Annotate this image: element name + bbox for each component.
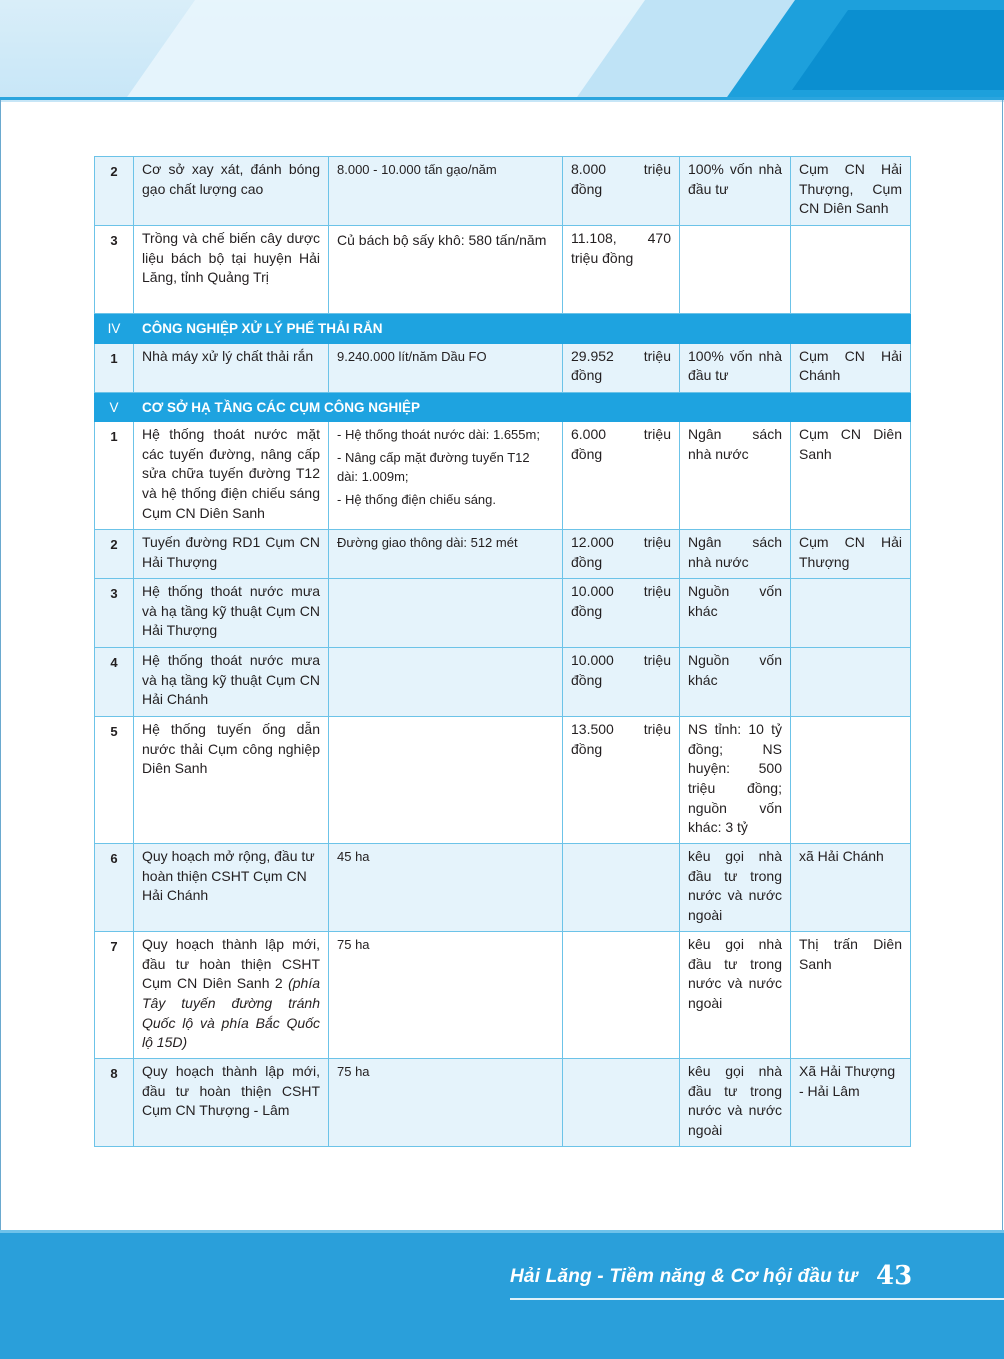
row-number: 2: [95, 530, 134, 579]
project-capital: 29.952 triệu đồng: [563, 343, 680, 392]
project-capital: 10.000 triệu đồng: [563, 579, 680, 648]
capital-source: Nguồn vốn khác: [680, 648, 791, 717]
project-capital: 11.108, 470 triệu đồng: [563, 226, 680, 314]
table-row: [95, 530, 911, 579]
row-number: 8: [95, 1059, 134, 1147]
project-location: Cụm CN Hải Thượng, Cụm CN Diên Sanh: [791, 157, 911, 226]
row-number: 1: [95, 422, 134, 530]
project-capital: [563, 932, 680, 1059]
capital-source: [680, 226, 791, 314]
project-name: Quy hoạch thành lập mới, đầu tư hoàn thiện CSHT Cụm CN Thượng - Lâm: [134, 1059, 329, 1147]
row-number: 3: [95, 226, 134, 314]
section-number: IV: [95, 314, 134, 344]
section-header-row: [95, 314, 911, 344]
project-capital: 6.000 triệu đồng: [563, 422, 680, 530]
footer-divider: [0, 1230, 1004, 1233]
project-capital: [563, 1059, 680, 1147]
section-header-row: [95, 392, 911, 422]
capital-source: Ngân sách nhà nước: [680, 530, 791, 579]
project-scale: 75 ha: [329, 932, 563, 1059]
investment-projects-table: [94, 156, 911, 1147]
project-capital: [563, 844, 680, 932]
project-location: [791, 648, 911, 717]
capital-source: Ngân sách nhà nước: [680, 422, 791, 530]
capital-source: kêu gọi nhà đầu tư trong nước và nước ngoài: [680, 844, 791, 932]
project-location: [791, 579, 911, 648]
table-row: [95, 717, 911, 844]
project-scale: [329, 422, 563, 530]
table-row: [95, 343, 911, 392]
project-name-note: (phía Tây tuyến đường tránh Quốc lộ và phía Bắc Quốc lộ 15D): [142, 975, 320, 1051]
footer-underline: [510, 1298, 1004, 1300]
section-title: CÔNG NGHIỆP XỬ LÝ PHẾ THẢI RẮN: [134, 314, 911, 344]
project-name: Cơ sở xay xát, đánh bóng gạo chất lượng cao: [134, 157, 329, 226]
project-scale: [329, 717, 563, 844]
page-number: 43: [876, 1261, 913, 1291]
scale-line: - Hệ thống điện chiếu sáng.: [337, 492, 496, 508]
table-row: [95, 157, 911, 226]
project-location: [791, 717, 911, 844]
publication-title: Hải Lăng - Tiềm năng & Cơ hội đầu tư: [510, 1266, 858, 1287]
project-location: [791, 226, 911, 314]
project-name: [134, 932, 329, 1059]
project-scale: Củ bách bộ sấy khô: 580 tấn/năm: [329, 226, 563, 314]
project-name: Tuyến đường RD1 Cụm CN Hải Thượng: [134, 530, 329, 579]
project-name: Hệ thống thoát nước mưa và hạ tầng kỹ thuật Cụm CN Hải Thượng: [134, 579, 329, 648]
project-scale: 75 ha: [329, 1059, 563, 1147]
page-footer-band: [0, 1230, 1004, 1359]
page-frame-right: [1002, 100, 1003, 1230]
project-capital: 8.000 triệu đồng: [563, 157, 680, 226]
project-name: Hệ thống thoát nước mặt các tuyến đường, nâng cấp sửa chữa tuyến đường T12 và hệ thống điện chiếu sáng Cụm CN Diên Sanh: [134, 422, 329, 530]
section-title: CƠ SỞ HẠ TẦNG CÁC CỤM CÔNG NGHIỆP: [134, 392, 911, 422]
project-location: Cụm CN Hải Thượng: [791, 530, 911, 579]
project-name: Hệ thống tuyến ống dẫn nước thải Cụm công nghiệp Diên Sanh: [134, 717, 329, 844]
capital-source: Nguồn vốn khác: [680, 579, 791, 648]
capital-source: kêu gọi nhà đầu tư trong nước và nước ngoài: [680, 1059, 791, 1147]
project-scale: [329, 579, 563, 648]
row-number: 6: [95, 844, 134, 932]
project-capital: 13.500 triệu đồng: [563, 717, 680, 844]
table-row: [95, 844, 911, 932]
project-location: Cụm CN Hải Chánh: [791, 343, 911, 392]
project-name: Nhà máy xử lý chất thải rắn: [134, 343, 329, 392]
table-row: [95, 1059, 911, 1147]
row-number: 3: [95, 579, 134, 648]
project-location: Xã Hải Thượng - Hải Lâm: [791, 1059, 911, 1147]
scale-line: - Nâng cấp mặt đường tuyến T12 dài: 1.009m;: [337, 450, 530, 485]
row-number: 5: [95, 717, 134, 844]
row-number: 1: [95, 343, 134, 392]
header-divider: [0, 97, 1004, 100]
project-location: Thị trấn Diên Sanh: [791, 932, 911, 1059]
table-row: [95, 932, 911, 1059]
project-scale: 45 ha: [329, 844, 563, 932]
capital-source: NS tỉnh: 10 tỷ đồng; NS huyện: 500 triệu đồng; nguồn vốn khác: 3 tỷ: [680, 717, 791, 844]
project-location: xã Hải Chánh: [791, 844, 911, 932]
row-number: 7: [95, 932, 134, 1059]
table-row: [95, 422, 911, 530]
table-row: [95, 579, 911, 648]
scale-line: - Hệ thống thoát nước dài: 1.655m;: [337, 427, 540, 443]
table-row: [95, 226, 911, 314]
project-location: Cụm CN Diên Sanh: [791, 422, 911, 530]
project-name: Trồng và chế biến cây dược liệu bách bộ tại huyện Hải Lăng, tỉnh Quảng Trị: [134, 226, 329, 314]
row-number: 2: [95, 157, 134, 226]
project-scale: Đường giao thông dài: 512 mét: [329, 530, 563, 579]
project-name: Hệ thống thoát nước mưa và hạ tầng kỹ thuật Cụm CN Hải Chánh: [134, 648, 329, 717]
project-name-text: Quy hoạch thành lập mới, đầu tư hoàn thiện CSHT Cụm CN Diên Sanh 2: [142, 936, 320, 992]
capital-source: 100% vốn nhà đầu tư: [680, 343, 791, 392]
project-scale: 9.240.000 lít/năm Dầu FO: [329, 343, 563, 392]
project-capital: 12.000 triệu đồng: [563, 530, 680, 579]
project-capital: 10.000 triệu đồng: [563, 648, 680, 717]
capital-source: 100% vốn nhà đầu tư: [680, 157, 791, 226]
project-scale: [329, 648, 563, 717]
page-header-band: [0, 0, 1004, 102]
row-number: 4: [95, 648, 134, 717]
project-scale: 8.000 - 10.000 tấn gạo/năm: [329, 157, 563, 226]
section-number: V: [95, 392, 134, 422]
table-row: [95, 648, 911, 717]
page-frame-left: [0, 100, 1, 1230]
project-name: Quy hoạch mở rộng, đầu tư hoàn thiện CSHT Cụm CN Hải Chánh: [134, 844, 329, 932]
capital-source: kêu gọi nhà đầu tư trong nước và nước ngoài: [680, 932, 791, 1059]
